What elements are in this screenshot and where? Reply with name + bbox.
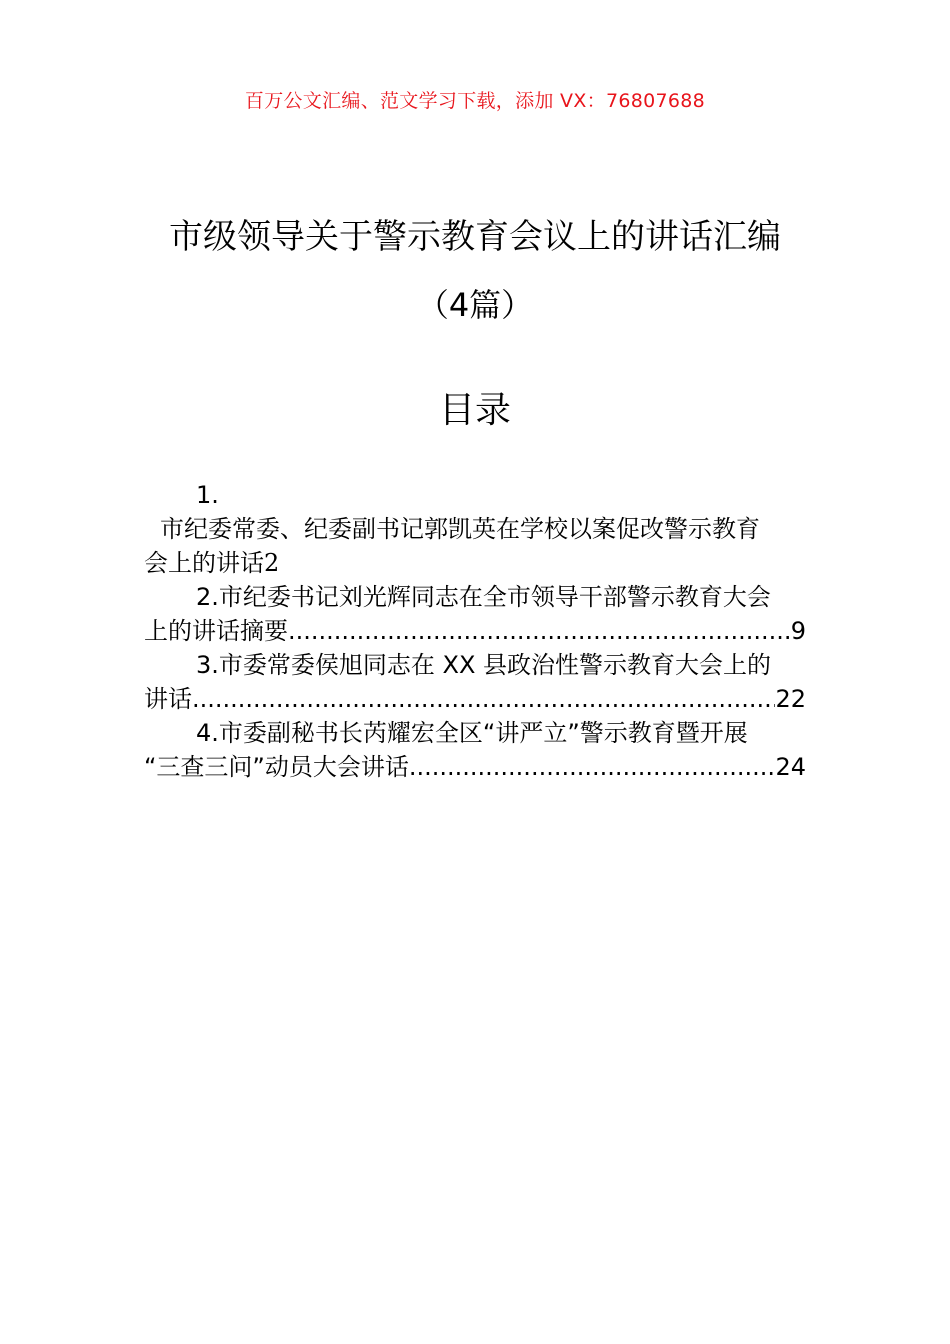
toc-entry[interactable] <box>144 580 806 648</box>
toc-entry-leader-dots <box>192 682 775 716</box>
toc-entry-title-line1: 4.市委副秘书长芮耀宏全区“讲严立”警示教育暨开展 <box>196 719 748 747</box>
document-subtitle: （4篇） <box>416 286 534 324</box>
header-note: 百万公文汇编、范文学习下载，添加 VX：76807688 <box>244 90 706 112</box>
toc-entry-title-line1: 2.市纪委书记刘光辉同志在全市领导干部警示教育大会 <box>196 583 771 611</box>
toc-entry-page: 24 <box>775 753 806 781</box>
toc-entry-title-line2: 会上的讲话 <box>144 549 264 577</box>
document-title: 市级领导关于警示教育会议上的讲话汇编 <box>169 217 781 257</box>
toc-entry[interactable] <box>144 478 806 580</box>
toc-entry[interactable] <box>144 716 806 784</box>
toc-entry[interactable] <box>144 648 806 716</box>
toc-heading: 目录 <box>438 390 511 431</box>
toc-entry-title-line1: 3.市委常委侯旭同志在 XX 县政治性警示教育大会上的 <box>196 651 772 679</box>
table-of-contents <box>144 478 806 784</box>
toc-entry-title-line2: “三查三问”动员大会讲话 <box>144 753 409 781</box>
toc-entry-leader-dots <box>409 750 776 784</box>
toc-entry-title-line1: 市纪委常委、纪委副书记郭凯英在学校以案促改警示教育 <box>160 515 760 543</box>
toc-entry-title-line2: 讲话 <box>144 685 192 713</box>
toc-entry-title-line2: 上的讲话摘要 <box>144 617 288 645</box>
toc-entry-page: 2 <box>264 549 280 577</box>
toc-entry-page: 9 <box>790 617 806 645</box>
toc-entry-number: 1. <box>196 481 219 509</box>
toc-entry-page: 22 <box>775 685 806 713</box>
toc-entry-leader-dots <box>288 614 791 648</box>
